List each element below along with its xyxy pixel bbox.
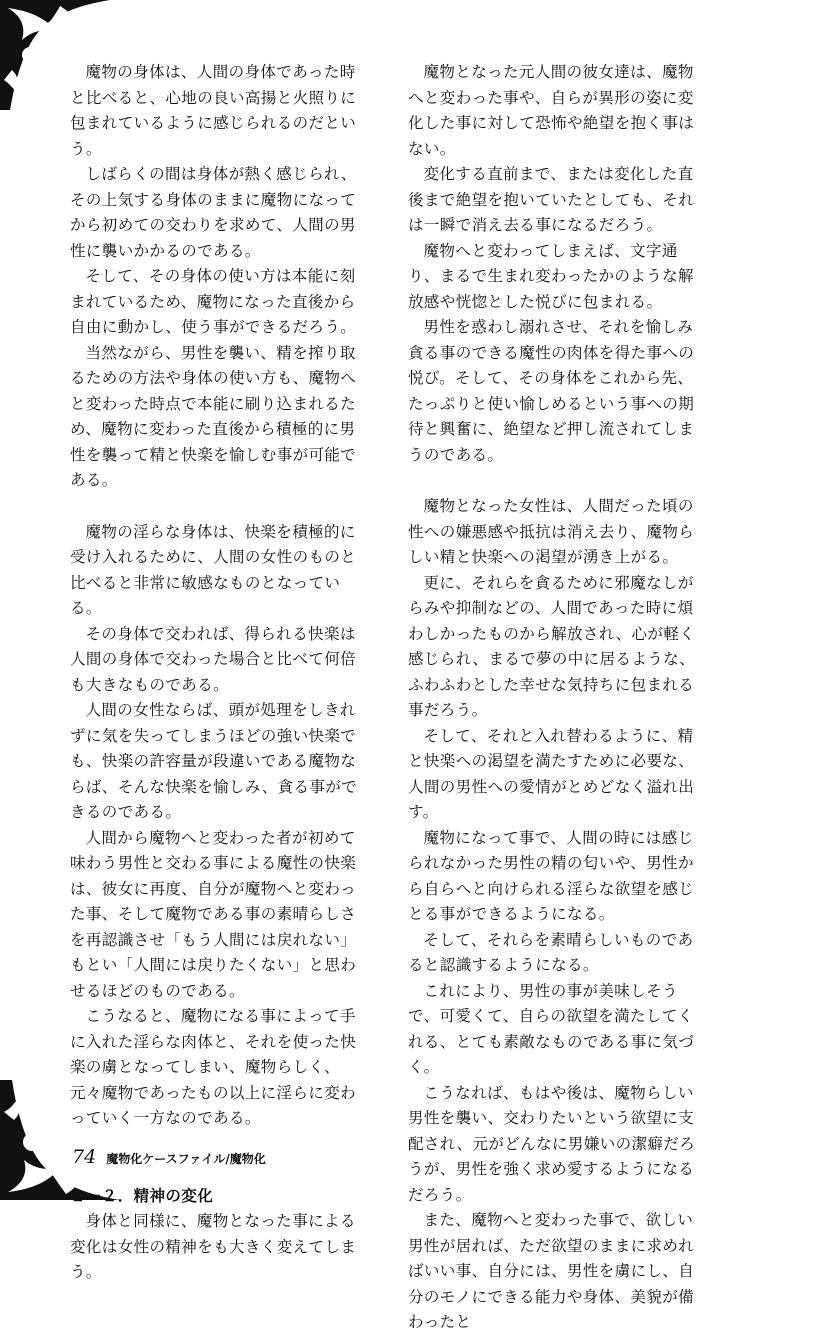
paragraph: そして、その身体の使い方は本能に刻まれているため、魔物になった直後から自由に動かし、使う事ができるだろう。 bbox=[70, 267, 357, 336]
paragraph: 魔物となった女性は、人間だった頃の性への嫌悪感や抵抗は消え去り、魔物らしい精と快楽への渇望が湧き上がる。 bbox=[408, 497, 695, 566]
paragraph: また、魔物へと変わった事で、欲しい男性が居れば、ただ欲望のままに求めればいい事、自分には、男性を虜にし、自分のモノにできる能力や身体、美貌が備わったと bbox=[408, 1211, 695, 1331]
page-footer bbox=[72, 1146, 266, 1168]
paragraph: 魔物の淫らな身体は、快楽を積極的に受け入れるために、人間の女性のものと比べると非常に敏感なものとなっている。 bbox=[70, 522, 357, 617]
paragraph: こうなれば、もはや後は、魔物らしい男性を襲い、交わりたいという欲望に支配され、元がどんなに男嫌いの潔癖だろうが、男性を強く求め愛するようになるだろう。 bbox=[408, 1083, 696, 1204]
paragraph: 魔物になって事で、人間の時には感じられなかった男性の精の匂いや、男性から自らへと向けられる淫らな欲望を感じとる事ができるようになる。 bbox=[408, 828, 695, 923]
paragraph: 更に、それらを貪るために邪魔なしがらみや抑制などの、人間であった時に煩わしかったものから解放され、心が軽く感じられ、まるで夢の中に居るような、ふわふわとした幸せな気持ちに包まれる事だろう。 bbox=[408, 573, 696, 719]
paragraph: 魔物へと変わってしまえば、文字通り、まるで生まれ変わったかのような解放感や恍惚とした悦びに包まれる。 bbox=[408, 241, 694, 311]
paragraph-gap bbox=[408, 468, 708, 494]
paragraph: 当然ながら、男性を襲い、精を搾り取るための方法や身体の使い方も、魔物へと変わった時点で本能に刷り込まれるため、魔物に変わった直後から積極的に男性を襲って精と快楽を愉しむ事が可能である。 bbox=[70, 343, 357, 489]
paragraph: これにより、男性の事が美味しそうで、可愛くて、自らの欲望を満たしてくれる、とても素敵なものである事に気づく。 bbox=[408, 981, 695, 1076]
left-column bbox=[70, 60, 370, 1286]
paragraph: 変化する直前まで、または変化した直後まで絶望を抱いていたとしても、それは一瞬で消え去る事になるだろう。 bbox=[408, 165, 695, 234]
paragraph: 身体と同様に、魔物となった事による変化は女性の精神をも大きく変えてしまう。 bbox=[70, 1212, 357, 1281]
paragraph: そして、それと入れ替わるように、精と快楽への渇望を満たすために必要な、人間の男性への愛情がとめどなく溢れ出す。 bbox=[408, 726, 695, 821]
paragraph: 人間の女性ならば、頭が処理をしきれずに気を失ってしまうほどの強い快楽でも、快楽の許容量が段違いである魔物ならば、そんな快楽を愉しみ、貪る事ができるのである。 bbox=[70, 701, 358, 821]
paragraph: 魔物となった元人間の彼女達は、魔物へと変わった事や、自らが異形の姿に変化した事に対して恐怖や絶望を抱く事はない。 bbox=[408, 63, 695, 158]
section-heading: ２－２．精神の変化 bbox=[70, 1186, 214, 1205]
paragraph: その身体で交われば、得られる快楽は人間の身体で交わった場合と比べて何倍も大きなものである。 bbox=[70, 624, 357, 694]
paragraph: 魔物の身体は、人間の身体であった時と比べると、心地の良い高揚と火照りに包まれているように感じられるのだという。 bbox=[70, 63, 357, 158]
paragraph: しばらくの間は身体が熱く感じられ、その上気する身体のままに魔物になってから初めての交わりを求めて、人間の男性に襲いかかるのである。 bbox=[70, 165, 357, 260]
paragraph: 人間から魔物へと変わった者が初めて味わう男性と交わる事による魔性の快楽は、彼女に再度、自分が魔物へと変わった事、そして魔物である事の素晴らしさを再認識させ「もう人間には戻れない」もとい「人間には戻りたくない」と思わせるほどのものである。 bbox=[70, 828, 357, 1000]
running-title: 魔物化ケースファイル/魔物化 bbox=[106, 1152, 266, 1166]
paragraph: 男性を惑わし溺れさせ、それを愉しみ貪る事のできる魔性の肉体を得た事への悦び。そして、その身体をこれから先、たっぷりと使い愉しめるという事への期待と興奮に、絶望など押し流されてしまうのである。 bbox=[408, 318, 695, 464]
paragraph-gap bbox=[70, 494, 370, 520]
paragraph: こうなると、魔物になる事によって手に入れた淫らな肉体と、それを使った快楽の虜となってしまい、魔物らしく、元々魔物であったもの以上に淫らに変わっていく一方なのである。 bbox=[70, 1007, 357, 1127]
page-number: 74 bbox=[72, 1146, 97, 1168]
right-column bbox=[408, 60, 708, 1336]
paragraph: そして、それらを素晴らしいものであると認識するようになる。 bbox=[408, 930, 694, 974]
